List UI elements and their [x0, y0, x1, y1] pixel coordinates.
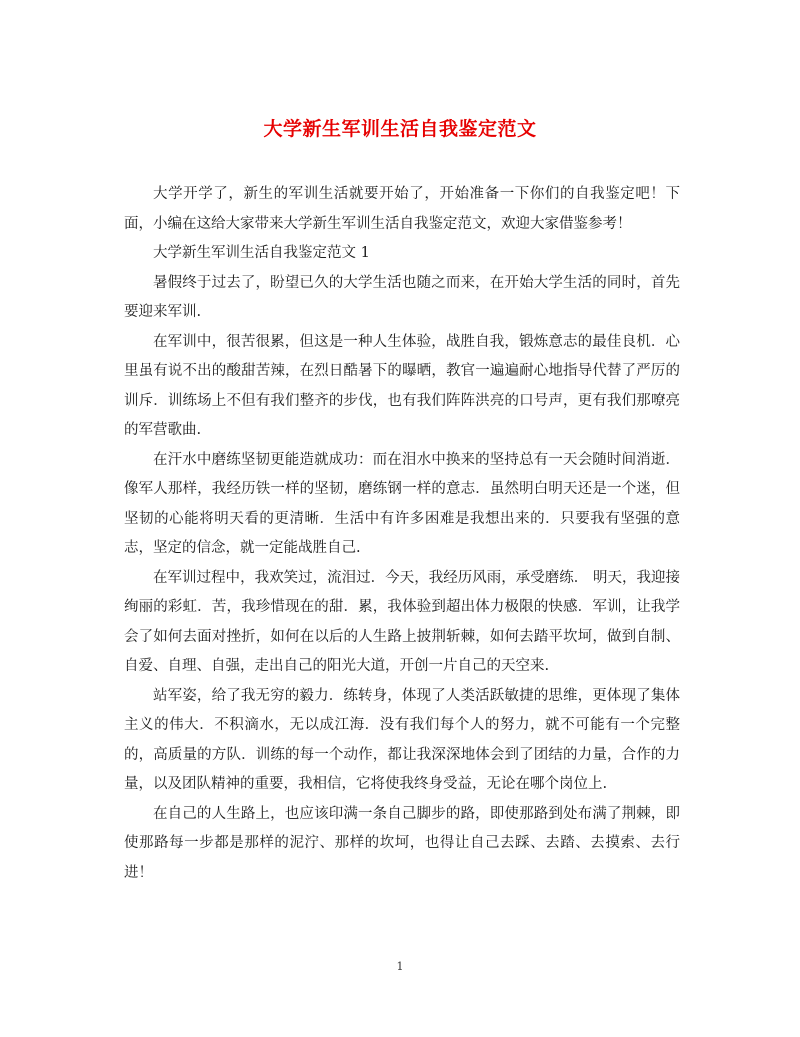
paragraph-5: 站军姿，给了我无穷的毅力．练转身，体现了人类活跃敏捷的思维，更体现了集体主义的伟大．不积滴水，无以成江海．没有我们每个人的努力，就不可能有一个完整的，高质量的方队．训练的每一个动作，都让我深深地体会到了团结的力量，合作的力量，以及团队精神的重要，我相信，它将使我终身受益，无论在哪个岗位上. [124, 687, 680, 792]
section-heading: 大学新生军训生活自我鉴定范文 1 [153, 245, 370, 261]
paragraph-6: 在自己的人生路上，也应该印满一条自己脚步的路，即使那路到处布满了荆棘，即使那路每一步都是那样的泥泞、那样的坎坷，也得让自己去踩、去踏、去摸索、去行进！ [124, 805, 680, 881]
document-title: 大学新生军训生活自我鉴定范文 [263, 118, 537, 140]
paragraph-1: 暑假终于过去了，盼望已久的大学生活也随之而来，在开始大学生活的同时，首先要迎来军训. [124, 274, 680, 320]
document-body [124, 180, 680, 888]
paragraph-intro: 大学开学了，新生的军训生活就要开始了，开始准备一下你们的自我鉴定吧！下面，小编在这给大家带来大学新生军训生活自我鉴定范文，欢迎大家借鉴参考！ [124, 186, 680, 232]
page-number: 1 [396, 960, 404, 973]
paragraph-3: 在汗水中磨练坚韧更能造就成功：而在泪水中换来的坚持总有一天会随时间消逝．像军人那样，我经历铁一样的坚韧，磨练钢一样的意志．虽然明白明天还是一个迷，但坚韧的心能将明天看的更清晰．生活中有许多困难是我想出来的．只要我有坚强的意志，坚定的信念，就一定能战胜自己. [124, 451, 680, 556]
paragraph-2: 在军训中，很苦很累，但这是一种人生体验，战胜自我，锻炼意志的最佳良机．心里虽有说不出的酸甜苦辣，在烈日酷暑下的曝晒，教官一遍遍耐心地指导代替了严厉的训斥．训练场上不但有我们整齐的步伐，也有我们阵阵洪亮的口号声，更有我们那嘹亮的军营歌曲. [124, 333, 680, 438]
paragraph-4: 在军训过程中，我欢笑过，流泪过．今天，我经历风雨，承受磨练． 明天，我迎接绚丽的彩虹．苦，我珍惜现在的甜．累，我体验到超出体力极限的快感．军训，让我学会了如何去面对挫折，如何在以后的人生路上披荆斩棘，如何去踏平坎坷，做到自制、自爱、自理、自强，走出自己的阳光大道，开创一片自己的天空来. [124, 569, 680, 674]
